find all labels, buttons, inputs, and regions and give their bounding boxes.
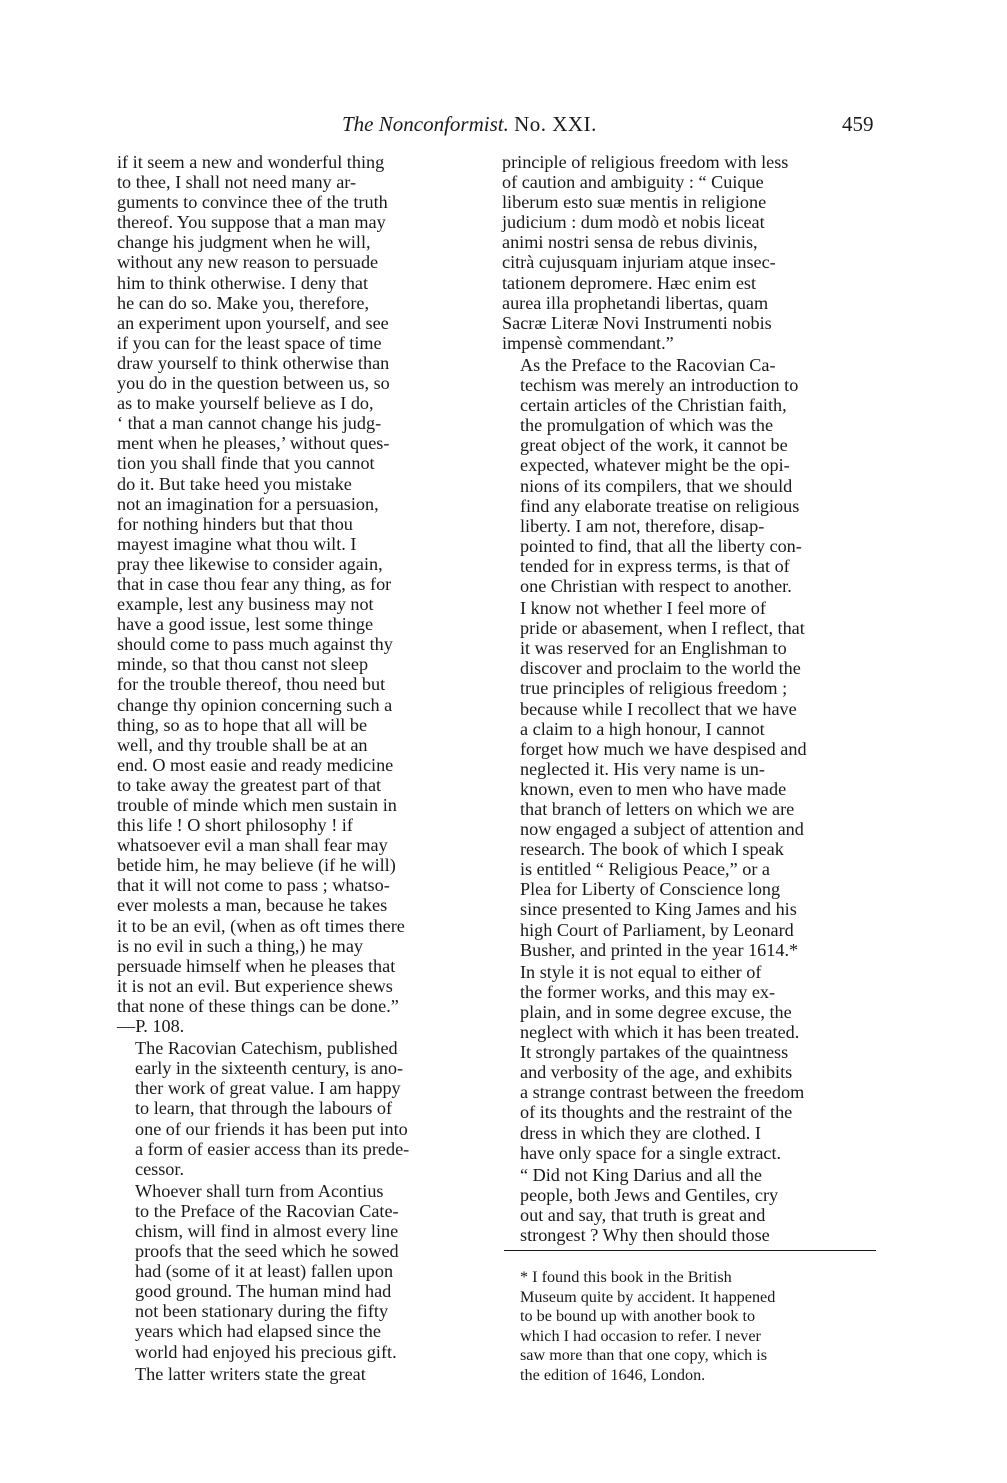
paragraph-preface: Whoever shall turn from Acontius to the Preface of the Racovian Cate- chism, will find in almost every line proofs that the seed which he sowed had (some of it at least) fallen upon good ground. The human mind had not been stationary during the fifty years which had elapsed since the world had enjoyed his precious gift. [135,1180,399,1362]
paragraph-darius-quotation: “ Did not King Darius and all the people, both Jews and Gentiles, cry out and say, that truth is great and strongest ? Why then should those [520,1164,779,1245]
running-head [0,112,1007,148]
journal-title: The Nonconformist. [342,112,509,136]
paragraph-preface-articles: As the Preface to the Racovian Ca- techism was merely an introduction to certain articles of the Christian faith, the promulgation of which was the great object of the work, it cannot be expected, whatever might be the opi- nions of its compilers, that we should find any elaborate treatise on religious liberty. I am not, therefore, disap- pointed to find, that all the liberty con- tended for in express terms, is that of one Christian with respect to another. [520,354,802,596]
paragraph-acontius-quotation: if it seem a new and wonderful thing to thee, I shall not need many ar- guments to convince thee of the truth thereof. You suppose that a man may change his judgment when he will, without any new reason to persuade him to think otherwise. I deny that he can do so. Make you, therefore, an experiment upon yourself, and see if you can for the least space of time draw yourself to think otherwise than you do in the question between us, so as to make yourself believe as I do, ‘ that a man cannot change his judg- ment when he pleases,’ without ques- tion you shall finde that you cannot do it. But take heed you mistake not an imagination for a persuasion, for nothing hinders but that thou mayest imagine what thou wilt. I pray thee likewise to consider again, that in case thou fear any thing, as for example, lest any business may not have a good issue, lest some thinge should come to pass much against thy minde, so that thou canst not sleep for the trouble thereof, thou need but change thy opinion concerning such a thing, so as to hope that all will be well, and thy trouble shall be at an end. O most easie and ready medicine to take away the greatest part of that trouble of minde which men sustain in this life ! O short philosophy ! if whatsoever evil a man shall fear may betide him, he may believe (if he will) that it will not come to pass ; whatso- ever molests a man, because he takes it to be an evil, (when as oft times there is no evil in such a thing,) he may persuade himself when he pleases that it is not an evil. But experience shews that none of these things can be done.” —P. 108. [117,152,405,1037]
paragraph-latin-quotation: principle of religious freedom with less of caution and ambiguity : “ Cuique liberum esto suæ mentis in religione judicium : dum modò et nobis liceat animi nostri sensa de rebus divinis, citrà cujusquam injuriam atque insec- tationem depromere. Hæc enim est aurea illa prophetandi libertas, quam Sacræ Literæ Novi Instrumenti nobis impensè commendant.” [502,152,789,353]
footnote: * I found this book in the British Museum quite by accident. It happened to be bound up with another book to which I had occasion to refer. I never saw more than that one copy, which is the edition of 1646, London. [520,1268,776,1384]
paragraph-latter-writers: The latter writers state the great [135,1363,366,1384]
left-column [117,152,497,1386]
paragraph-style: In style it is not equal to either of the former works, and this may ex- plain, and in some degree excuse, the neglect with which it has been treated. It strongly partakes of the quaintness and verbosity of the age, and exhibits a strange contrast between the freedom of its thoughts and the restraint of the dress in which they are clothed. I have only space for a single extract. [520,961,805,1163]
issue-number: No. XXI. [514,112,597,136]
right-column [502,152,882,1247]
page-number: 459 [842,112,874,136]
paragraph-racovian-catechism: The Racovian Catechism, published early in the sixteenth century, is ano- ther work of great value. I am happy to learn, that through the labours of one of our friends it has been put into a form of easier access than its prede- cessor. [135,1038,410,1179]
footnote-divider [504,1250,876,1251]
paragraph-englishman: I know not whether I feel more of pride or abasement, when I reflect, that it was reserved for an Englishman to discover and proclaim to the world the true principles of religious freedom ; because while I recollect that we have a claim to a high honour, I cannot forget how much we have despised and neglected it. His very name is un- known, even to men who have made that branch of letters on which we are now engaged a subject of attention and research. The book of which I speak is entitled “ Religious Peace,” or a Plea for Liberty of Conscience long since presented to King James and his high Court of Parliament, by Leonard Busher, and printed in the year 1614.* [520,598,807,960]
running-title [342,112,597,137]
